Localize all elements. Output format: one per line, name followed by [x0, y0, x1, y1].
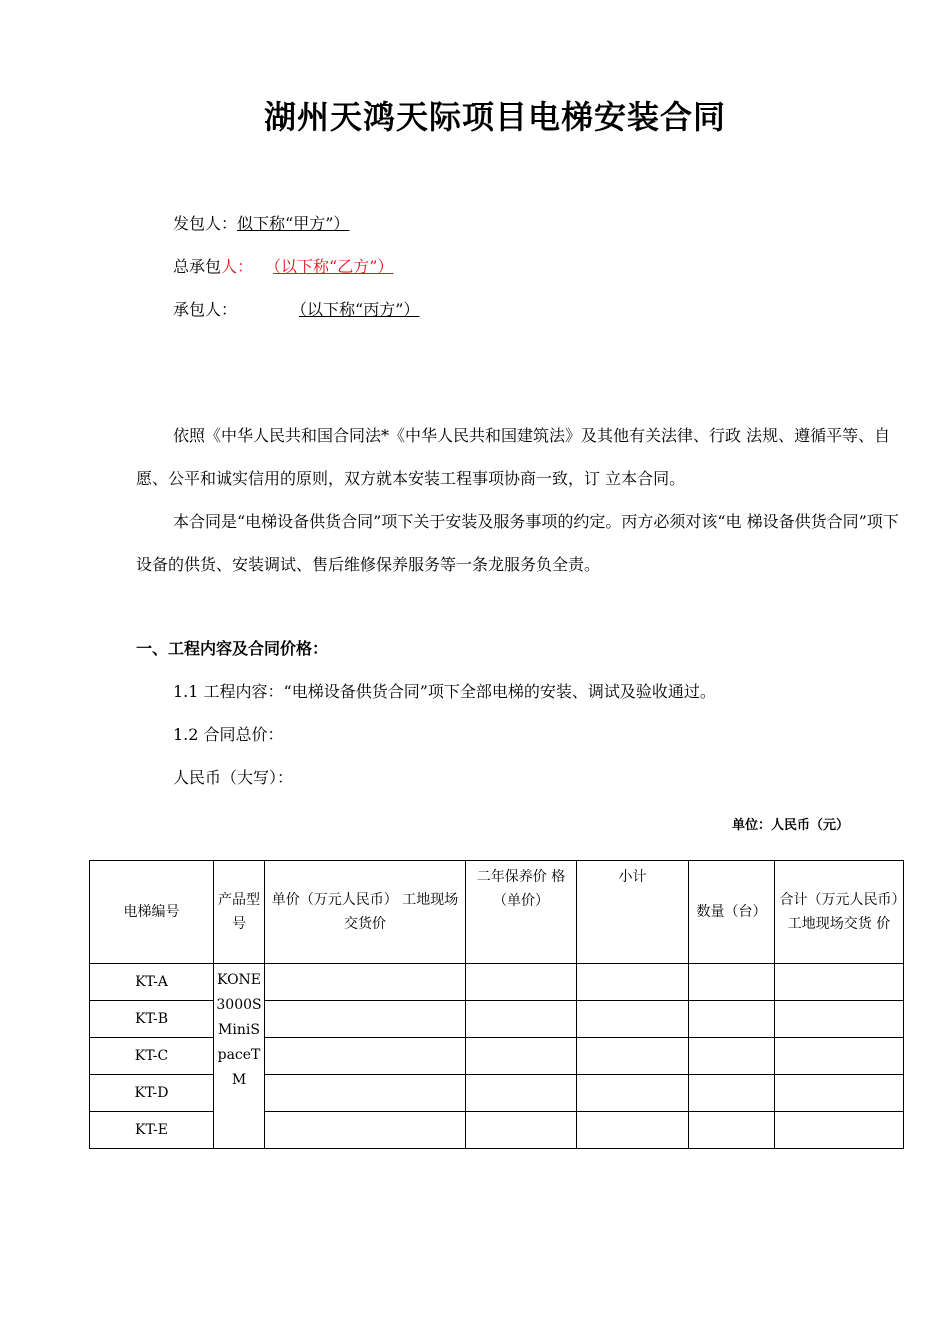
- section-heading: 一、工程内容及合同价格：: [136, 639, 329, 658]
- elevator-no-cell: KT-D: [90, 1075, 214, 1112]
- unit-price-cell: [265, 1112, 466, 1149]
- unit-price-cell: [265, 964, 466, 1001]
- header-elevator-no: 电梯编号: [90, 861, 214, 964]
- paragraph-scope: 本合同是“电梯设备供货合同”项下关于安装及服务事项的约定。丙方必须对该“电 梯设备供货合同”项下设备的供货、安装调试、售后维修保养服务等一条龙服务负全责。: [136, 512, 899, 574]
- header-maintenance: 二年保养价 格（单价）: [466, 861, 577, 964]
- general-contractor-label-b: 人：: [221, 257, 254, 276]
- maintenance-cell: [466, 1038, 577, 1075]
- item-1-2: 1.2 合同总价：: [173, 725, 284, 744]
- total-cell: [775, 1075, 904, 1112]
- quantity-cell: [689, 964, 775, 1001]
- table-row: [90, 1001, 904, 1038]
- general-contractor-value: （以下称“乙方”）: [273, 257, 394, 276]
- table-header-row: [90, 861, 904, 964]
- subtotal-cell: [577, 1038, 689, 1075]
- employer-value: 似下称“甲方”）: [237, 214, 350, 233]
- header-total: 合计（万元人民币）工地现场交货 价: [775, 861, 904, 964]
- quantity-cell: [689, 1001, 775, 1038]
- quantity-cell: [689, 1038, 775, 1075]
- subtotal-cell: [577, 964, 689, 1001]
- table-row: [90, 1075, 904, 1112]
- quantity-cell: [689, 1075, 775, 1112]
- table-row: [90, 1038, 904, 1075]
- contractor-value: （以下称“丙方”）: [299, 300, 420, 319]
- elevator-no-cell: KT-B: [90, 1001, 214, 1038]
- header-subtotal: 小计: [577, 861, 689, 964]
- subtotal-cell: [577, 1075, 689, 1112]
- unit-price-cell: [265, 1075, 466, 1112]
- maintenance-cell: [466, 1001, 577, 1038]
- contractor-label: 承包人：: [173, 300, 238, 319]
- total-cell: [775, 1112, 904, 1149]
- quantity-cell: [689, 1112, 775, 1149]
- header-quantity: 数量（台）: [689, 861, 775, 964]
- price-table: [89, 860, 904, 1149]
- table-row: [90, 1112, 904, 1149]
- elevator-no-cell: KT-A: [90, 964, 214, 1001]
- unit-price-cell: [265, 1001, 466, 1038]
- model-cell: KONE3000SMiniSpaceT M: [214, 964, 265, 1149]
- total-cell: [775, 964, 904, 1001]
- maintenance-cell: [466, 1075, 577, 1112]
- employer-line: [173, 211, 349, 234]
- employer-label: 发包人：: [173, 214, 238, 233]
- subtotal-cell: [577, 1112, 689, 1149]
- unit-note: 单位：人民币（元）: [732, 818, 850, 833]
- contract-title: 湖州天鸿天际项目电梯安装合同: [263, 98, 726, 136]
- maintenance-cell: [466, 1112, 577, 1149]
- paragraph-legal-basis: 依照《中华人民共和国合同法*《中华人民共和国建筑法》及其他有关法律、行政 法规、遵循平等、自愿、公平和诚实信用的原则，双方就本安装工程事项协商一致，订 立本合同。: [136, 426, 891, 488]
- maintenance-cell: [466, 964, 577, 1001]
- general-contractor-label-a: 总承包: [173, 257, 222, 276]
- elevator-no-cell: KT-C: [90, 1038, 214, 1075]
- header-model: 产品型号: [214, 861, 265, 964]
- header-unit-price: 单价（万元人民币） 工地现场交货价: [265, 861, 466, 964]
- table-row: [90, 964, 904, 1001]
- unit-price-cell: [265, 1038, 466, 1075]
- item-1-1: 1.1 工程内容：“电梯设备供货合同”项下全部电梯的安装、调试及验收通过。: [173, 682, 716, 701]
- total-cell: [775, 1038, 904, 1075]
- subtotal-cell: [577, 1001, 689, 1038]
- rmb-amount-line: 人民币（大写）：: [173, 768, 294, 787]
- total-cell: [775, 1001, 904, 1038]
- contractor-line: [173, 297, 419, 320]
- general-contractor-line: [173, 254, 393, 277]
- elevator-no-cell: KT-E: [90, 1112, 214, 1149]
